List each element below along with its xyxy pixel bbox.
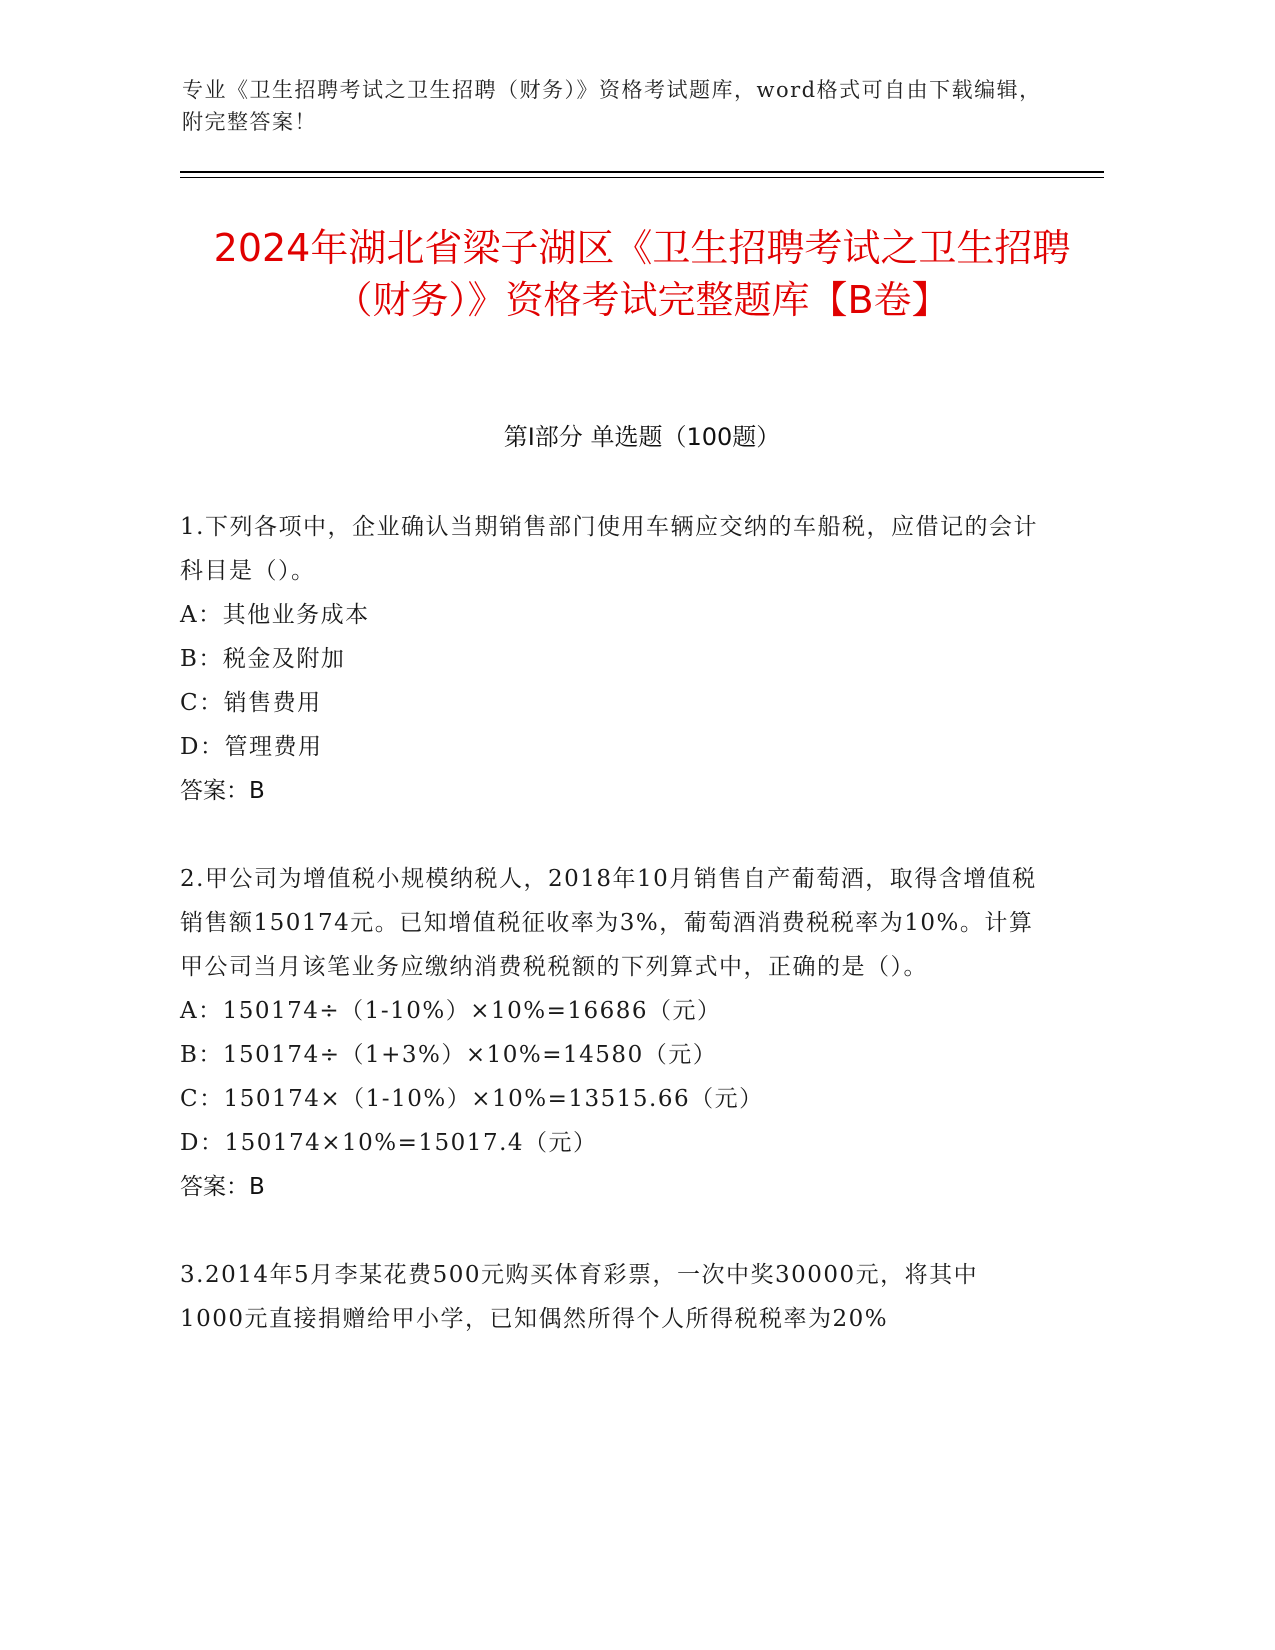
question-text: 1.下列各项中，企业确认当期销售部门使用车辆应交纳的车船税，应借记的会计科目是（）。 (180, 514, 1038, 584)
answer: 答案：B (180, 778, 265, 804)
question-text: 2.甲公司为增值税小规模纳税人，2018年10月销售自产葡萄酒，取得含增值税销售额150174元。已知增值税征收率为3%，葡萄酒消费税税率为10%。计算甲公司当月该笔业务应缴纳消费税税额的下列算式中，正确的是（）。 (180, 866, 1037, 980)
option-d: D：150174×10%=15017.4（元） (180, 1130, 598, 1156)
option-b: B：150174÷（1+3%）×10%=14580（元） (180, 1042, 718, 1068)
option-d: D：管理费用 (180, 734, 323, 760)
question-2 (180, 857, 1040, 1209)
header-note: 专业《卫生招聘考试之卫生招聘（财务）》资格考试题库，word格式可自由下载编辑，附完整答案！ (182, 78, 1042, 134)
option-b: B：税金及附加 (180, 646, 346, 672)
option-a: A：150174÷（1-10%）×10%=16686（元） (180, 998, 722, 1024)
header-divider-thin (180, 177, 1104, 178)
option-c: C：150174×（1-10%）×10%=13515.66（元） (180, 1086, 764, 1112)
header-divider-thick (180, 171, 1104, 173)
option-a: A：其他业务成本 (180, 602, 370, 628)
answer: 答案：B (180, 1174, 265, 1200)
question-list (180, 505, 1040, 1385)
option-c: C：销售费用 (180, 690, 322, 716)
question-text: 3.2014年5月李某花费500元购买体育彩票，一次中奖30000元，将其中1000元直接捐赠给甲小学，已知偶然所得个人所得税税率为20% (180, 1262, 979, 1332)
section-heading: 第I部分 单选题（100题） (503, 423, 781, 451)
question-1 (180, 505, 1040, 813)
document-title: 2024年湖北省梁子湖区《卫生招聘考试之卫生招聘（财务）》资格考试完整题库【B卷】 (213, 226, 1071, 322)
question-3 (180, 1253, 1040, 1341)
